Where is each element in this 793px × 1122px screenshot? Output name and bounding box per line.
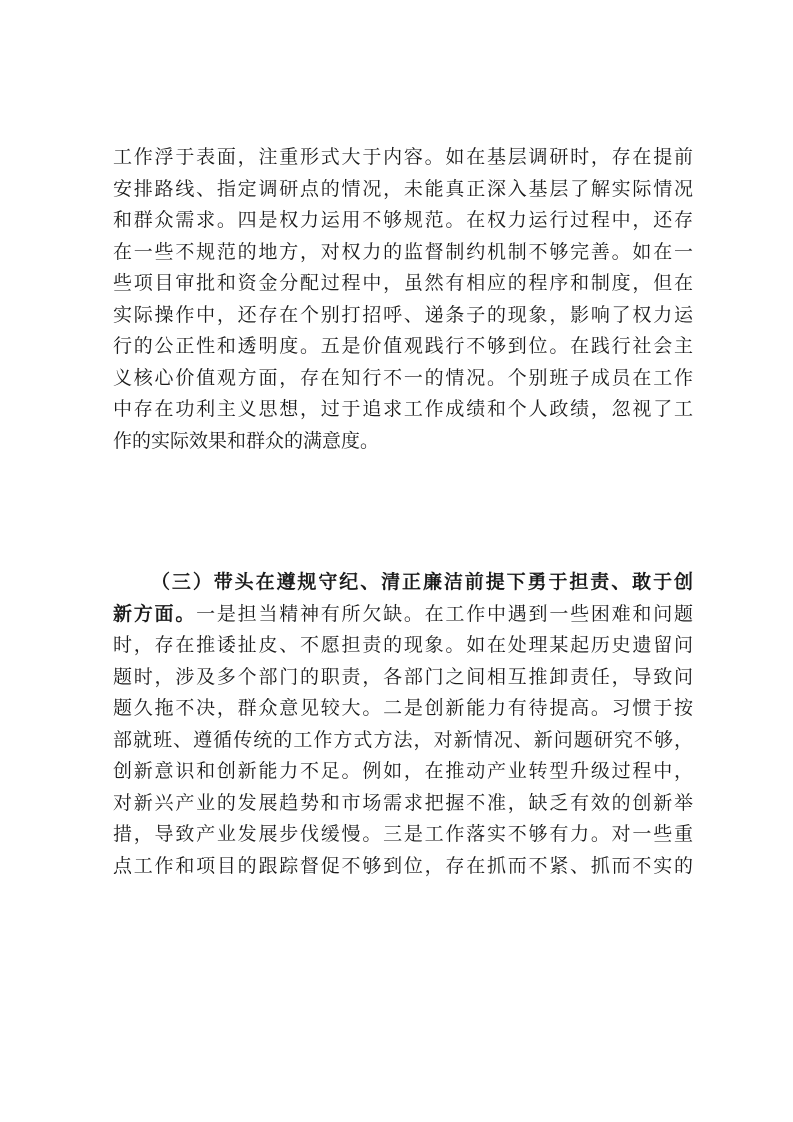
text-line: 实际操作中，还存在个别打招呼、递条子的现象，影响了权力运 xyxy=(113,303,693,326)
section-three-paragraph xyxy=(113,567,693,882)
text-line: 措，导致产业发展步伐缓慢。三是工作落实不够有力。对一些重 xyxy=(113,823,693,845)
text-line: 和群众需求。四是权力运用不够规范。在权力运行过程中，还存 xyxy=(113,209,693,231)
text-line: 安排路线、指定调研点的情况，未能真正深入基层了解实际情况 xyxy=(113,177,693,200)
text-line: 行的公正性和透明度。五是价值观践行不够到位。在践行社会主 xyxy=(113,335,693,357)
paragraph-continued xyxy=(113,142,693,457)
text-line: 义核心价值观方面，存在知行不一的情况。个别班子成员在工作 xyxy=(113,366,693,389)
text-line: 工作浮于表面，注重形式大于内容。如在基层调研时，存在提前 xyxy=(113,146,693,168)
text-line: 创新意识和创新能力不足。例如，在推动产业转型升级过程中， xyxy=(113,760,693,782)
text-line: 题时，涉及多个部门的职责，各部门之间相互推卸责任，导致问 xyxy=(113,665,693,688)
text-line: 时，存在推诿扯皮、不愿担责的现象。如在处理某起历史遗留问 xyxy=(113,634,693,656)
text-line xyxy=(113,599,693,631)
text-line: 点工作和项目的跟踪督促不够到位，存在抓而不紧、抓而不实的 xyxy=(113,854,693,877)
section-heading: （三）带头在遵规守纪、清正廉洁前提下勇于担责、敢于创 xyxy=(151,571,693,593)
text-line: 些项目审批和资金分配过程中，虽然有相应的程序和制度，但在 xyxy=(113,272,693,294)
text-line: 部就班、遵循传统的工作方式方法，对新情况、新问题研究不够， xyxy=(113,728,693,751)
section-heading-continued: 新方面。 xyxy=(113,602,197,625)
text-line: 作的实际效果和群众的满意度。 xyxy=(113,429,380,452)
text-line: 中存在功利主义思想，过于追求工作成绩和个人政绩，忽视了工 xyxy=(113,398,693,420)
text-line: 题久拖不决，群众意见较大。二是创新能力有待提高。习惯于按 xyxy=(113,697,693,719)
text-fragment: 一是担当精神有所欠缺。在工作中遇到一些困难和问题 xyxy=(196,602,693,625)
text-line: 对新兴产业的发展趋势和市场需求把握不准，缺乏有效的创新举 xyxy=(113,791,693,814)
text-line: 在一些不规范的地方，对权力的监督制约机制不够完善。如在一 xyxy=(113,240,693,263)
